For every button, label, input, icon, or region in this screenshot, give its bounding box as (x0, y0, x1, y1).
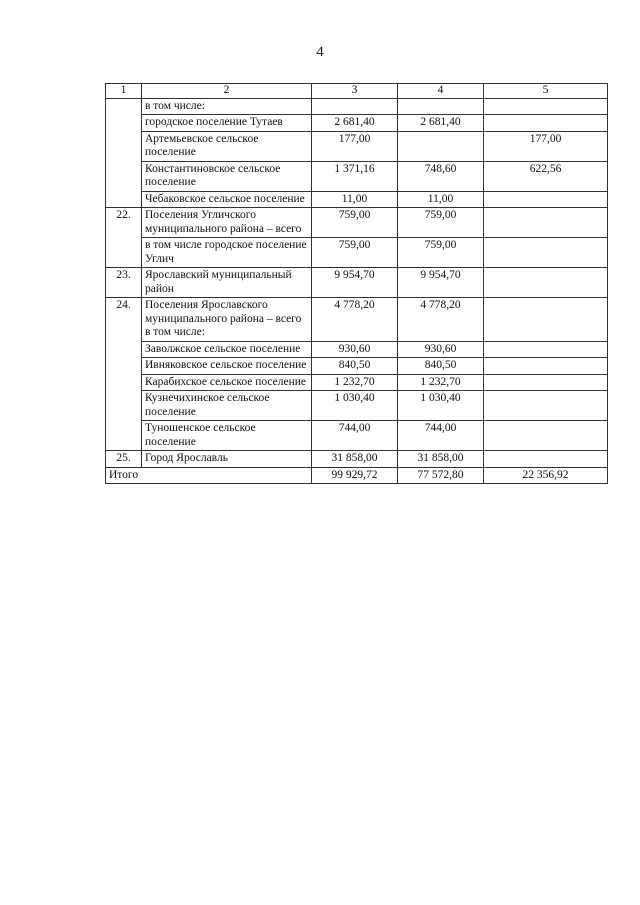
row-col4: 11,00 (398, 191, 484, 208)
row-number (106, 238, 142, 268)
total-row (106, 467, 608, 484)
row-col4: 759,00 (398, 238, 484, 268)
row-name-text: Кузнечихинское сельское поселение (145, 392, 270, 418)
row-number (106, 374, 142, 391)
row-col5 (484, 115, 608, 132)
table-row (106, 391, 608, 421)
row-name-text: Ярославский муниципальный район (145, 269, 292, 295)
row-col5: 622,56 (484, 161, 608, 191)
table-row (106, 191, 608, 208)
page-number: 4 (316, 44, 324, 60)
row-name (142, 115, 312, 132)
row-col5 (484, 451, 608, 468)
row-col3: 177,00 (312, 131, 398, 161)
table-row (106, 341, 608, 358)
budget-table (105, 83, 608, 484)
table-row (106, 208, 608, 238)
row-name-text: Карабихское сельское поселение (145, 375, 306, 388)
row-col4: 930,60 (398, 341, 484, 358)
header-cell-2: 2 (142, 84, 312, 99)
row-col4: 748,60 (398, 161, 484, 191)
row-name (142, 391, 312, 421)
row-number (106, 358, 142, 375)
row-number (106, 115, 142, 132)
row-name-text: Заволжское сельское поселение (145, 342, 301, 355)
table-row (106, 421, 608, 451)
header-cell-4: 4 (398, 84, 484, 99)
row-number: 25. (106, 451, 142, 468)
header-row (106, 84, 608, 99)
row-col3: 4 778,20 (312, 298, 398, 342)
row-col5 (484, 268, 608, 298)
row-name-text: Чебаковское сельское поселение (145, 192, 305, 205)
table-row (106, 131, 608, 161)
row-name (142, 421, 312, 451)
row-name (142, 161, 312, 191)
row-col3: 9 954,70 (312, 268, 398, 298)
row-col5: 177,00 (484, 131, 608, 161)
row-col5 (484, 191, 608, 208)
row-number (106, 131, 142, 161)
row-name-text: Артемьевское сельское поселение (145, 132, 259, 158)
row-name (142, 208, 312, 238)
row-col4: 840,50 (398, 358, 484, 375)
row-col5 (484, 98, 608, 115)
row-col4: 759,00 (398, 208, 484, 238)
row-col4: 31 858,00 (398, 451, 484, 468)
row-number (106, 391, 142, 421)
row-col5 (484, 358, 608, 375)
row-name-text: Ивняковское сельское поселение (145, 359, 307, 371)
row-name-text: Константиновское сельское поселение (145, 162, 281, 188)
row-col3: 759,00 (312, 208, 398, 238)
total-label: Итого (106, 467, 312, 484)
row-col4: 9 954,70 (398, 268, 484, 298)
table-row (106, 268, 608, 298)
total-c5: 22 356,92 (484, 467, 608, 484)
row-name-text: Город Ярославль (145, 452, 228, 464)
row-col3: 2 681,40 (312, 115, 398, 132)
row-number (106, 191, 142, 208)
row-col5 (484, 374, 608, 391)
row-col4: 744,00 (398, 421, 484, 451)
row-col3: 840,50 (312, 358, 398, 375)
row-col4: 1 030,40 (398, 391, 484, 421)
row-col3: 744,00 (312, 421, 398, 451)
table-row (106, 161, 608, 191)
row-col5 (484, 421, 608, 451)
row-col4: 2 681,40 (398, 115, 484, 132)
row-number: 24. (106, 298, 142, 342)
header-cell-3: 3 (312, 84, 398, 99)
table-row (106, 238, 608, 268)
row-col5 (484, 391, 608, 421)
row-col5 (484, 238, 608, 268)
table-row (106, 358, 608, 375)
row-col3: 1 232,70 (312, 374, 398, 391)
row-name-text: городское поселение Тутаев (145, 116, 283, 128)
row-name-text: в том числе городское поселение Углич (145, 239, 307, 265)
row-name (142, 98, 312, 115)
row-name (142, 238, 312, 268)
header-cell-1: 1 (106, 84, 142, 99)
row-col5 (484, 208, 608, 238)
row-col3: 1 030,40 (312, 391, 398, 421)
row-name (142, 374, 312, 391)
table-row (106, 298, 608, 342)
table-row (106, 98, 608, 115)
row-col3: 11,00 (312, 191, 398, 208)
total-c3: 99 929,72 (312, 467, 398, 484)
row-col3 (312, 98, 398, 115)
row-name (142, 341, 312, 358)
total-c4: 77 572,80 (398, 467, 484, 484)
row-name (142, 131, 312, 161)
row-col3: 1 371,16 (312, 161, 398, 191)
row-col4 (398, 131, 484, 161)
row-name-text: в том числе: (145, 99, 205, 112)
row-name (142, 268, 312, 298)
row-col3: 31 858,00 (312, 451, 398, 468)
row-col4 (398, 98, 484, 115)
row-col4: 4 778,20 (398, 298, 484, 342)
table-body (106, 84, 608, 484)
row-number (106, 98, 142, 115)
row-name (142, 298, 312, 342)
row-sub-text: в том числе: (145, 326, 205, 338)
row-name (142, 451, 312, 468)
row-number (106, 421, 142, 451)
row-number (106, 161, 142, 191)
row-name (142, 191, 312, 208)
table-row (106, 451, 608, 468)
row-number: 22. (106, 208, 142, 238)
row-col5 (484, 341, 608, 358)
row-name (142, 358, 312, 375)
row-col5 (484, 298, 608, 342)
row-col4: 1 232,70 (398, 374, 484, 391)
row-col3: 759,00 (312, 238, 398, 268)
row-number: 23. (106, 268, 142, 298)
table-row (106, 115, 608, 132)
row-name-text: Туношенское сельское поселение (145, 422, 256, 448)
row-number (106, 341, 142, 358)
row-name-text: Поселения Угличского муниципального района – всего (145, 209, 302, 235)
row-col3: 930,60 (312, 341, 398, 358)
header-cell-5: 5 (484, 84, 608, 99)
row-name-text: Поселения Ярославского муниципального района – всего (145, 299, 302, 325)
table-row (106, 374, 608, 391)
